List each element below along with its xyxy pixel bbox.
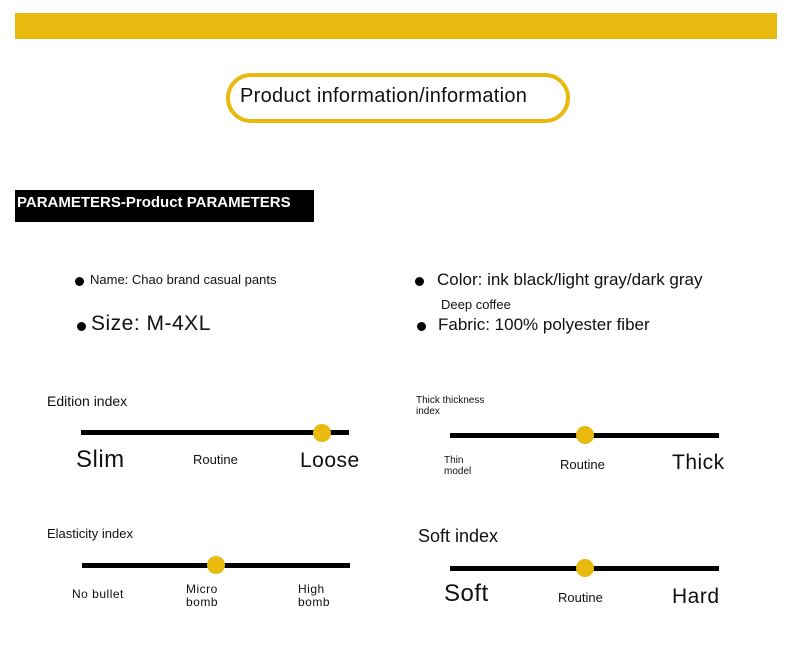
- elasticity-index-right-label-line1: High: [298, 582, 325, 596]
- parameters-label: PARAMETERS-Product PARAMETERS: [17, 194, 291, 211]
- spec-name: Name: Chao brand casual pants: [90, 272, 277, 287]
- spec-color-extra: Deep coffee: [441, 297, 511, 312]
- bullet-icon: [77, 322, 86, 331]
- edition-index-right-label: Loose: [300, 449, 360, 472]
- spec-fabric: Fabric: 100% polyester fiber: [438, 315, 650, 334]
- elasticity-index-middle-label-line2: bomb: [186, 595, 219, 609]
- soft-index-right-label: Hard: [672, 585, 720, 608]
- top-accent-bar: [15, 13, 777, 39]
- thickness-index-title-line2: index: [416, 406, 440, 417]
- bullet-icon: [75, 277, 84, 286]
- elasticity-index-knob: [207, 556, 225, 574]
- bullet-icon: [415, 277, 424, 286]
- thickness-index-left-label-line2: model: [444, 466, 472, 477]
- title-pill: [226, 73, 570, 123]
- edition-index-middle-label: Routine: [193, 452, 238, 467]
- edition-index-knob: [313, 424, 331, 442]
- elasticity-index-right-label-line2: bomb: [298, 595, 331, 609]
- soft-index-middle-label: Routine: [558, 590, 603, 605]
- soft-index-title: Soft index: [418, 526, 499, 546]
- thickness-index-middle-label: Routine: [560, 457, 605, 472]
- elasticity-index-middle-label-line1: Micro: [186, 582, 218, 596]
- soft-index-left-label: Soft: [444, 580, 489, 607]
- parameters-banner: [15, 190, 314, 222]
- soft-index-knob: [576, 559, 594, 577]
- elasticity-index-title: Elasticity index: [47, 526, 133, 541]
- thickness-index-left-label-line1: Thin: [444, 455, 464, 466]
- edition-index-title: Edition index: [47, 393, 128, 409]
- page-title: Product information/information: [240, 85, 528, 107]
- bullet-icon: [417, 322, 426, 331]
- edition-index-left-label: Slim: [76, 446, 125, 473]
- spec-size: Size: M-4XL: [91, 312, 211, 335]
- spec-color: Color: ink black/light gray/dark gray: [437, 270, 703, 289]
- thickness-index-knob: [576, 426, 594, 444]
- elasticity-index-left-label: No bullet: [72, 587, 124, 601]
- edition-index-track: [81, 430, 349, 435]
- thickness-index-right-label: Thick: [672, 451, 725, 474]
- thickness-index-title-line1: Thick thickness: [416, 395, 485, 406]
